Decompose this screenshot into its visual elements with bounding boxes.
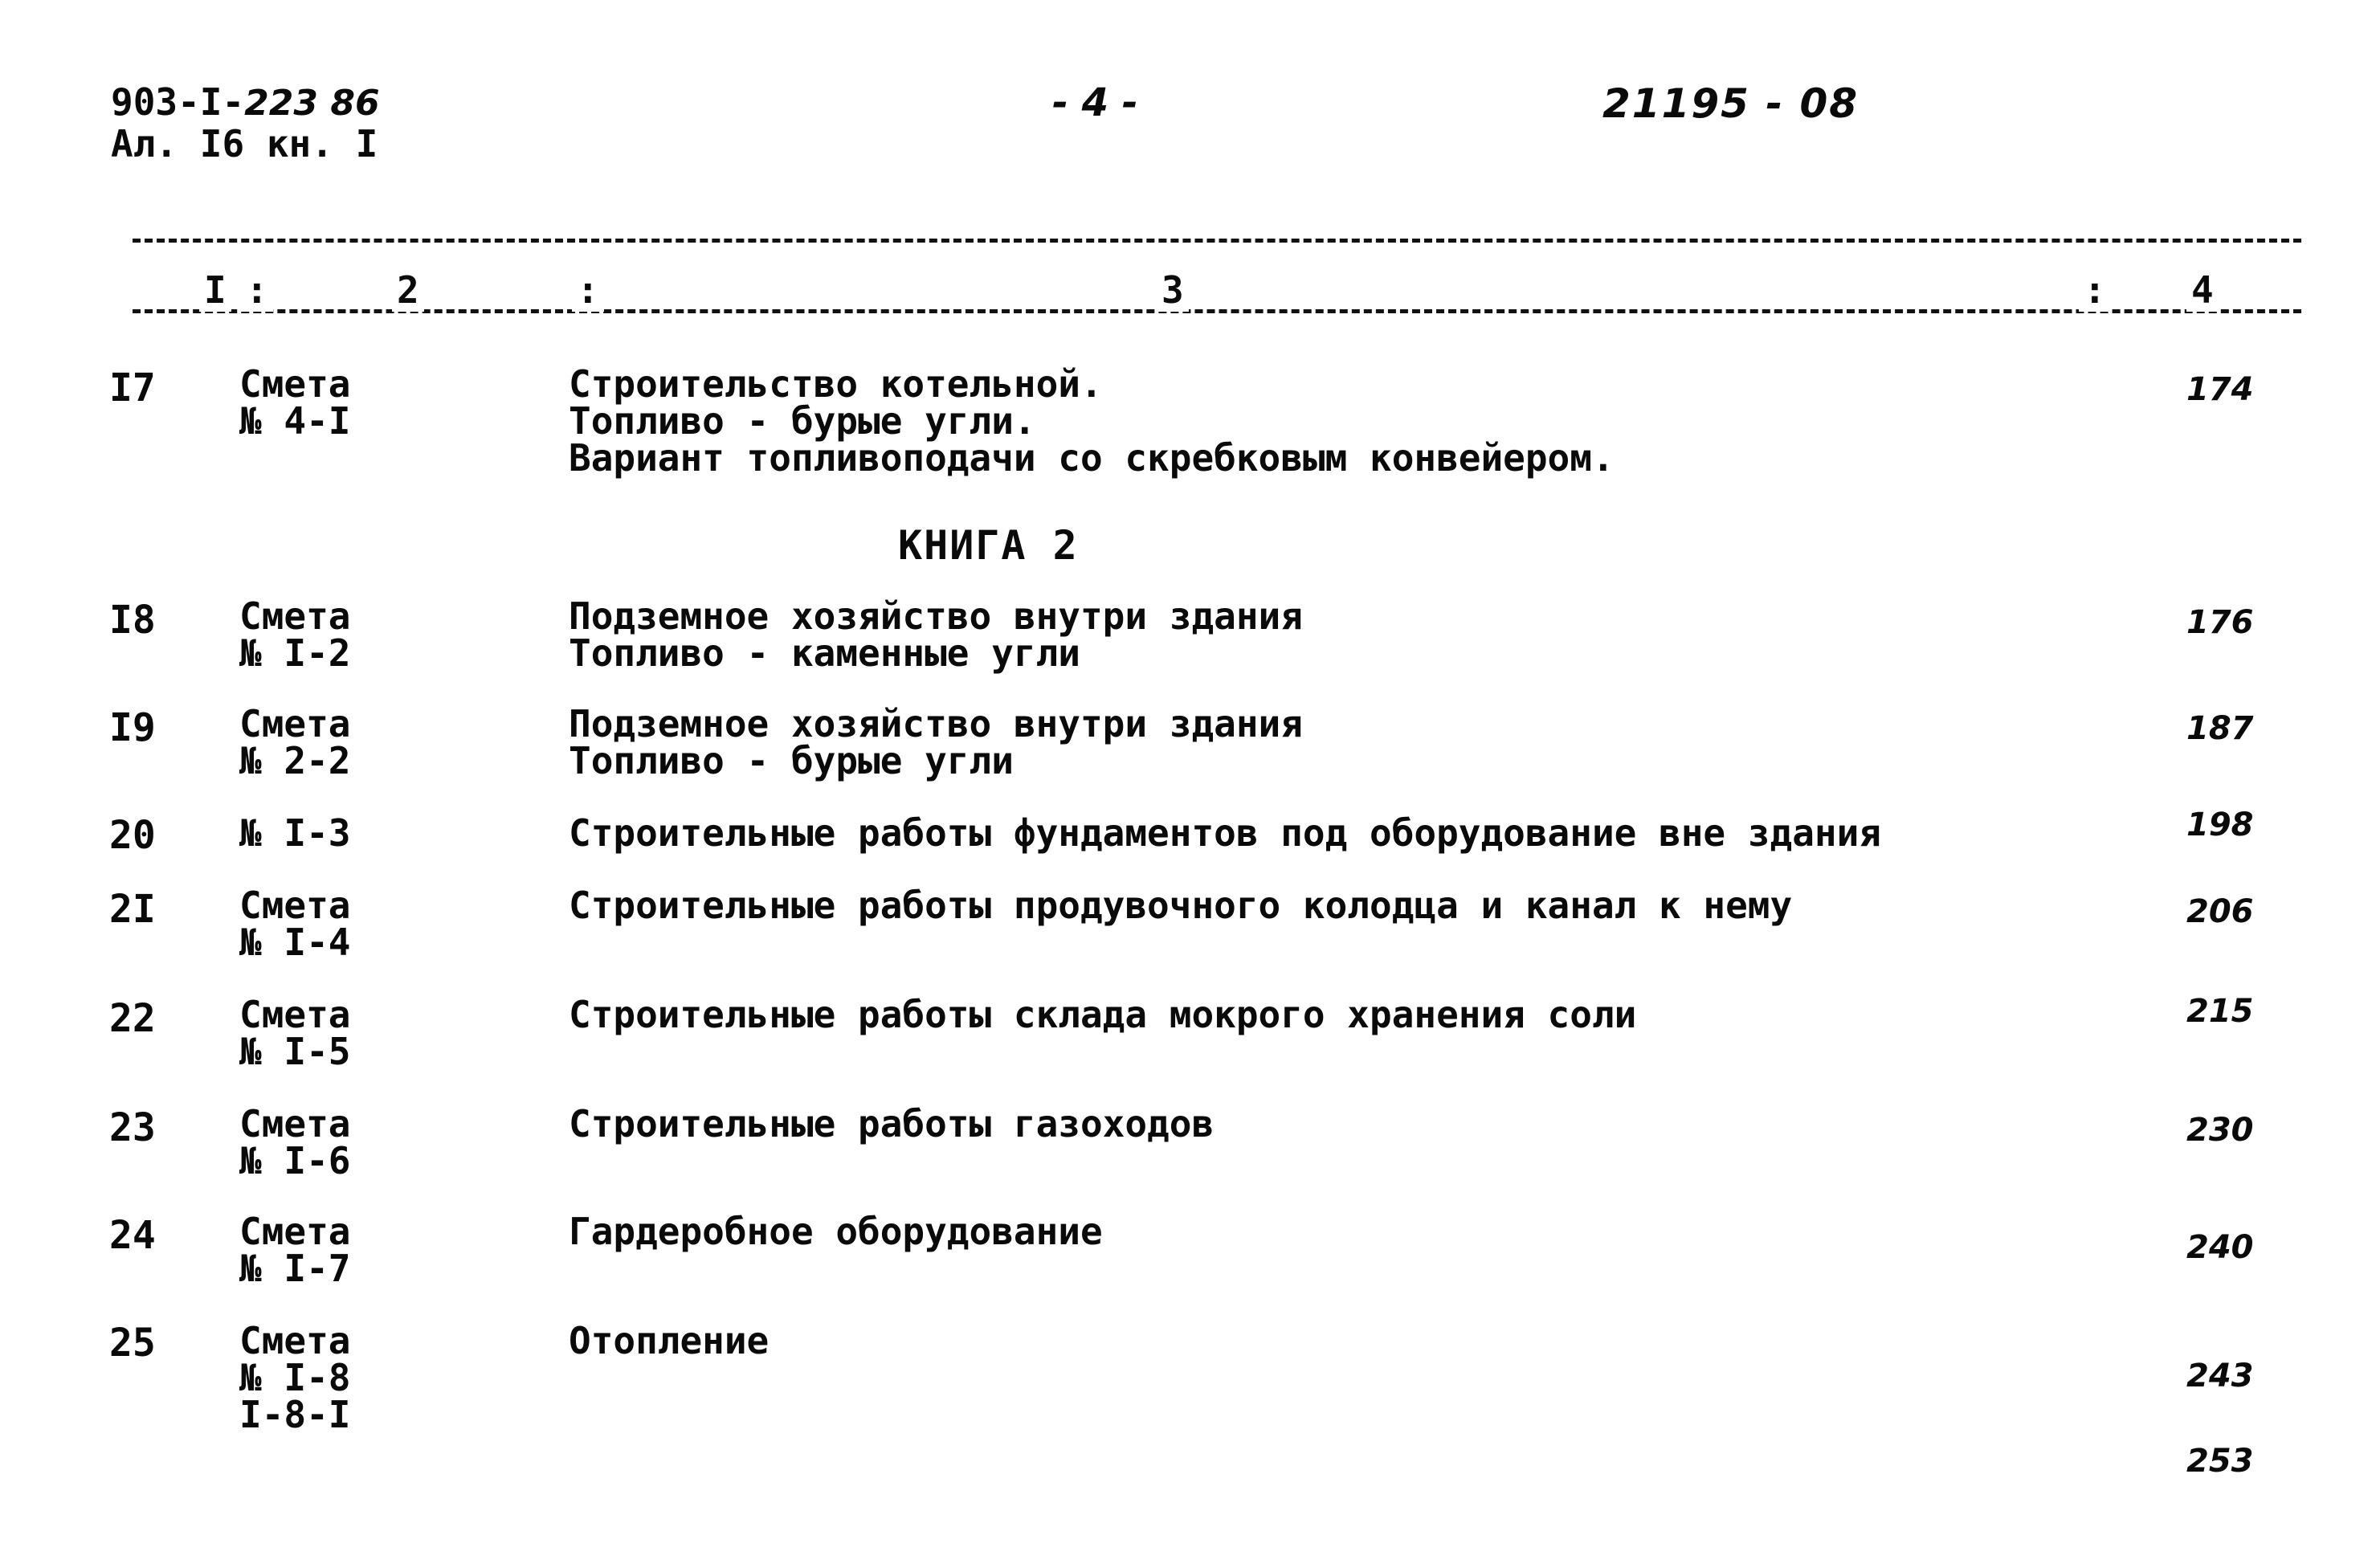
estimate-label: Смета	[239, 1210, 351, 1253]
row-number: 20	[109, 813, 156, 858]
estimate-number: № 2-2	[239, 739, 351, 782]
estimate-number: № I-4	[239, 921, 351, 964]
description-line: Топливо - бурые угли	[569, 739, 1014, 782]
row-number: 22	[109, 996, 156, 1041]
page-reference: 187	[2186, 710, 2254, 747]
album-book-label: Ал. I6 кн. I	[111, 122, 378, 165]
row-description	[569, 884, 1793, 927]
archive-number: 21195 - 08	[1602, 80, 1860, 127]
estimate-label: Смета	[239, 702, 351, 745]
description-line: Строительные работы продувочного колодца и канал к нему	[569, 884, 1793, 927]
row-number: 24	[109, 1213, 156, 1258]
description-line: Топливо - бурые угли.	[569, 399, 1036, 443]
row-number: 25	[109, 1321, 156, 1366]
column-separator: :	[2079, 268, 2111, 312]
description-line: Топливо - каменные угли	[569, 631, 1080, 675]
estimate-number: № I-8	[239, 1356, 351, 1399]
description-line: Отопление	[569, 1319, 770, 1362]
estimate-code	[239, 1210, 351, 1290]
row-description	[569, 811, 1881, 855]
row-description	[569, 1210, 1103, 1253]
estimate-code	[239, 594, 351, 675]
estimate-number: № I-3	[239, 811, 351, 855]
document-code	[111, 80, 380, 124]
page-reference-extra: 253	[2186, 1443, 2254, 1480]
page-reference: 198	[2186, 806, 2254, 843]
description-line: Подземное хозяйство внутри здания	[569, 702, 1303, 745]
estimate-code	[239, 811, 351, 855]
estimate-number: № I-2	[239, 631, 351, 675]
estimate-code	[239, 702, 351, 782]
row-number: 2I	[109, 887, 156, 932]
description-line: Подземное хозяйство внутри здания	[569, 594, 1303, 638]
document-code-prefix: 903-I-	[111, 80, 245, 124]
description-line: Строительные работы газоходов	[569, 1102, 1215, 1145]
estimate-number: № I-7	[239, 1247, 351, 1290]
estimate-label: Смета	[239, 594, 351, 638]
row-description	[569, 993, 1637, 1036]
estimate-number: № I-5	[239, 1030, 351, 1073]
description-line: Строительство котельной.	[569, 362, 1103, 406]
estimate-code	[239, 1319, 351, 1436]
row-description	[569, 594, 1303, 675]
row-number: I7	[109, 365, 156, 410]
column-header-3: 3	[1157, 268, 1189, 312]
description-line: Гардеробное оборудование	[569, 1210, 1103, 1253]
column-header-2: 2	[392, 268, 424, 312]
row-number: I8	[109, 598, 156, 643]
row-description	[569, 362, 1615, 480]
estimate-subnumber: I-8-I	[239, 1393, 351, 1436]
description-line: Вариант топливоподачи со скребковым конвейером.	[569, 436, 1615, 480]
page-reference: 240	[2186, 1229, 2254, 1266]
row-description	[569, 1102, 1215, 1145]
description-line: Строительные работы фундаментов под оборудование вне здания	[569, 811, 1881, 855]
page-number: - 4 -	[1052, 80, 1138, 125]
book-heading: КНИГА 2	[898, 522, 1079, 569]
row-number: 23	[109, 1105, 156, 1150]
page-reference: 243	[2186, 1358, 2254, 1394]
column-header-4: 4	[2186, 268, 2219, 312]
row-description	[569, 702, 1303, 782]
page-reference: 215	[2186, 993, 2254, 1030]
table-header-rule	[133, 309, 2301, 313]
page-reference: 176	[2186, 604, 2254, 641]
estimate-label: Смета	[239, 993, 351, 1036]
description-line: Строительные работы склада мокрого хранения соли	[569, 993, 1637, 1036]
estimate-label: Смета	[239, 1102, 351, 1145]
estimate-label: Смета	[239, 1319, 351, 1362]
table-top-rule	[133, 239, 2301, 243]
estimate-label: Смета	[239, 884, 351, 927]
estimate-number: № 4-I	[239, 399, 351, 443]
row-description	[569, 1319, 770, 1362]
page-reference: 206	[2186, 893, 2254, 930]
estimate-code	[239, 362, 351, 443]
estimate-code	[239, 993, 351, 1073]
row-number: I9	[109, 705, 156, 750]
estimate-code	[239, 884, 351, 964]
estimate-label: Смета	[239, 362, 351, 406]
estimate-code	[239, 1102, 351, 1182]
column-separator: :	[572, 268, 604, 312]
estimate-number: № I-6	[239, 1139, 351, 1182]
document-code-handwritten: 223 86	[244, 83, 380, 124]
column-header-1: I	[199, 268, 231, 312]
page-reference: 230	[2186, 1112, 2254, 1149]
column-separator: :	[241, 268, 273, 312]
page-reference: 174	[2186, 371, 2254, 408]
